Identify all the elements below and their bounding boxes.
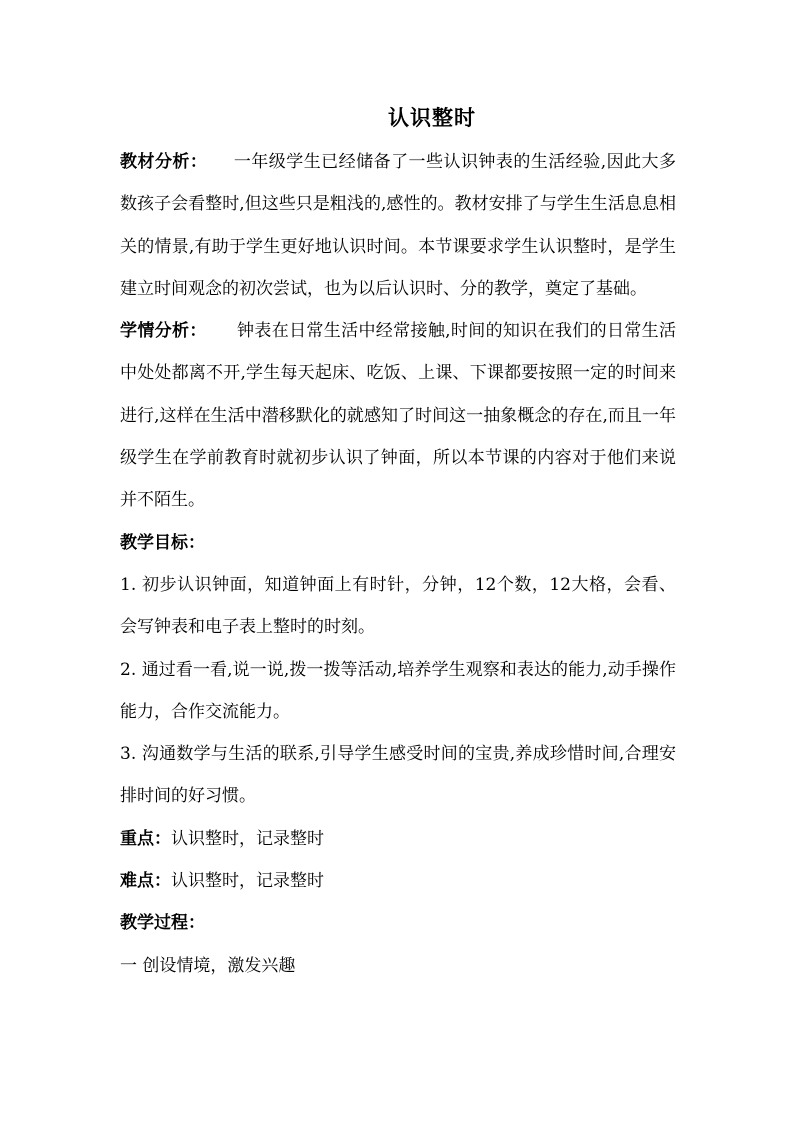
teaching-goal-item-2: 2. 通过看一看,说一说,拨一拨等活动,培养学生观察和表达的能力,动手操作能力，合作交流能力。	[120, 659, 676, 722]
students-analysis-label: 学情分析：	[120, 321, 207, 342]
difficult-point-label: 难点：	[120, 871, 171, 892]
teaching-process-label: 教学过程：	[120, 913, 205, 934]
process-step-1: 一 创设情境，激发兴趣	[120, 955, 296, 976]
materials-analysis-label: 教材分析：	[120, 152, 208, 172]
teaching-goal-item-1: 1. 初步认识钟面，知道钟面上有时针，分钟，12个数，12大格，会看、会写钟表和电子表上整时的时刻。	[120, 574, 676, 638]
difficult-point-paragraph	[120, 860, 676, 902]
key-point-label: 重点：	[120, 828, 171, 849]
materials-analysis-paragraph	[120, 141, 676, 310]
teaching-goal-item-3: 3. 沟通数学与生活的联系,引导学生感受时间的宝贵,养成珍惜时间,合理安排时间的好习惯。	[120, 744, 676, 807]
students-analysis-paragraph	[120, 310, 676, 521]
document-body	[120, 141, 676, 987]
page-title: 认识整时	[388, 105, 476, 130]
key-point-text: 认识整时，记录整时	[171, 828, 324, 849]
key-point-paragraph	[120, 818, 676, 860]
students-analysis-text: 钟表在日常生活中经常接触,时间的知识在我们的日常生活中处处都离不开,学生每天起床、吃饭、上课、下课都要按照一定的时间来进行,这样在生活中潜移默化的就感知了时间这一抽象概念的存在,而且一年级学生在学前教育时就初步认识了钟面，所以本节课的内容对于他们来说并不陌生。	[120, 321, 677, 511]
difficult-point-text: 认识整时，记录整时	[171, 871, 324, 892]
teaching-goals-label: 教学目标：	[120, 532, 205, 553]
materials-analysis-text: 一年级学生已经储备了一些认识钟表的生活经验,因此大多数孩子会看整时,但这些只是粗浅的,感性的。教材安排了与学生生活息息相关的情景,有助于学生更好地认识时间。本节课要求学生认识整时，是学生建立时间观念的初次尝试，也为以后认识时、分的教学，奠定了基础。	[120, 152, 677, 299]
